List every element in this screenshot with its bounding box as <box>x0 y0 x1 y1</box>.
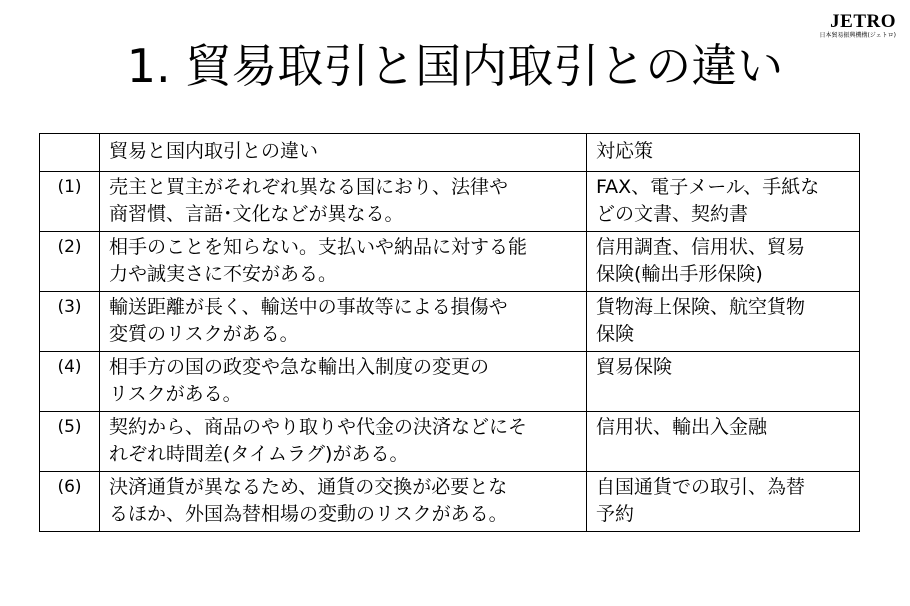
difference-line: れぞれ時間差(タイムラグ)がある。 <box>109 443 409 465</box>
countermeasure-line: FAX、電子メール、手紙な <box>596 176 820 198</box>
difference-line: 力や誠実さに不安がある。 <box>109 263 338 285</box>
difference-cell <box>100 352 587 412</box>
difference-line: 決済通貨が異なるため、通貨の交換が必要とな <box>109 476 508 498</box>
countermeasure-line: 保険 <box>596 323 635 345</box>
row-number: (3) <box>40 292 100 352</box>
difference-line: 契約から、商品のやり取りや代金の決済などにそ <box>109 416 528 438</box>
difference-line: るほか、外国為替相場の変動のリスクがある。 <box>109 503 508 525</box>
difference-cell <box>100 412 587 472</box>
difference-cell <box>100 232 587 292</box>
row-number: (5) <box>40 412 100 472</box>
countermeasure-cell <box>587 472 860 532</box>
difference-line: 売主と買主がそれぞれ異なる国におり、法律や <box>109 176 509 198</box>
table-row <box>40 412 860 472</box>
countermeasure-line: どの文書、契約書 <box>596 203 749 225</box>
table-row <box>40 352 860 412</box>
difference-line: リスクがある。 <box>109 383 242 405</box>
countermeasure-line: 自国通貨での取引、為替 <box>596 476 806 498</box>
logo-mark: JETRO <box>830 11 896 32</box>
row-number: (4) <box>40 352 100 412</box>
countermeasure-cell <box>587 232 860 292</box>
page-title: 1. 貿易取引と国内取引との違い <box>126 39 784 93</box>
comparison-table <box>39 133 860 532</box>
difference-line: 相手方の国の政変や急な輸出入制度の変更の <box>109 356 490 378</box>
table-row <box>40 472 860 532</box>
countermeasure-line: 貿易保険 <box>596 356 673 378</box>
difference-cell <box>100 472 587 532</box>
table-row <box>40 172 860 232</box>
row-number: (1) <box>40 172 100 232</box>
countermeasure-cell <box>587 292 860 352</box>
difference-line: 相手のことを知らない。支払いや納品に対する能 <box>109 236 528 258</box>
header-countermeasure: 対応策 <box>587 134 860 172</box>
countermeasure-cell <box>587 172 860 232</box>
difference-line: 輸送距離が長く、輸送中の事故等による損傷や <box>109 296 508 318</box>
countermeasure-cell <box>587 412 860 472</box>
difference-cell <box>100 172 587 232</box>
countermeasure-line: 信用調査、信用状、貿易 <box>596 236 806 258</box>
difference-line: 変質のリスクがある。 <box>109 323 299 345</box>
header-difference: 貿易と国内取引との違い <box>100 134 587 172</box>
countermeasure-line: 信用状、輸出入金融 <box>596 416 768 438</box>
countermeasure-cell <box>587 352 860 412</box>
countermeasure-line: 保険(輸出手形保険) <box>596 263 763 285</box>
countermeasure-line: 予約 <box>596 503 635 525</box>
row-number: (2) <box>40 232 100 292</box>
difference-line: 商習慣、言語･文化などが異なる。 <box>109 203 404 225</box>
table-row <box>40 232 860 292</box>
table-header-row <box>40 134 860 172</box>
header-number <box>40 134 100 172</box>
row-number: (6) <box>40 472 100 532</box>
logo-subtitle: 日本貿易振興機構(ジェトロ) <box>819 32 896 39</box>
countermeasure-line: 貨物海上保険、航空貨物 <box>596 296 806 318</box>
difference-cell <box>100 292 587 352</box>
table-row <box>40 292 860 352</box>
